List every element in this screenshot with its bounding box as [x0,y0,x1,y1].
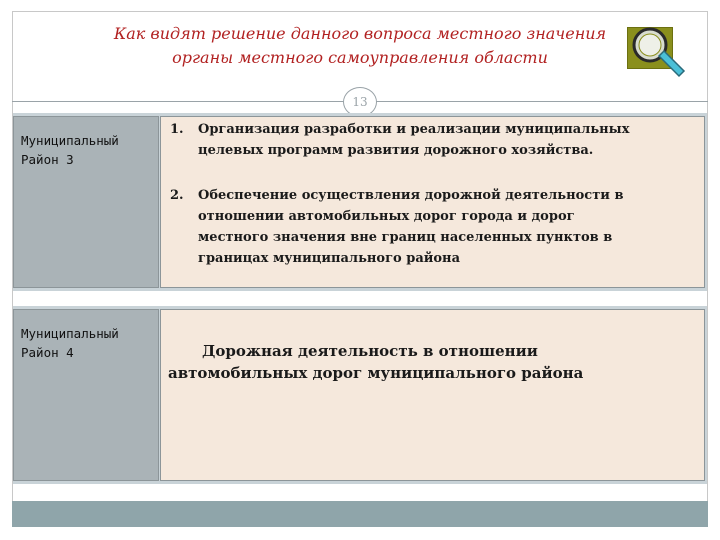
slide-title-line1: Как видят решение данного вопроса местного значения [113,24,607,43]
frame-top-border [12,11,708,12]
item-2-number: 2. [170,188,184,203]
row-2-content [160,309,705,481]
item-1-line1: Организация разработки и реализации муниципальных [198,122,630,137]
row-2-text-line2: автомобильных дорог муниципального района [168,364,584,382]
row-2-label-line2: Район 4 [21,345,74,360]
slide-title [60,22,660,70]
item-1-number: 1. [170,122,184,137]
slide-number: 13 [343,87,377,117]
row-2-label-line1: Муниципальный [21,326,119,341]
row-2-text [168,340,648,384]
item-1-line2: целевых программ развития дорожного хозяйства. [198,143,594,158]
footer-bar [12,501,708,527]
row-2-label [13,309,159,481]
item-2-line1: Обеспечение осуществления дорожной деятельности в [198,188,624,203]
magnifier-icon [627,25,697,85]
row-1-label-line1: Муниципальный [21,133,119,148]
frame-right-border [707,11,708,527]
slide-title-line2: органы местного самоуправления области [172,48,548,67]
row-1-label [13,116,159,288]
item-2-line3: местного значения вне границ населенных пунктов в [198,230,613,245]
row-2-text-line1: Дорожная деятельность в отношении [202,342,538,360]
row-1-label-line2: Район 3 [21,152,74,167]
item-2-line2: отношении автомобильных дорог города и дорог [198,209,575,224]
item-2-line4: границах муниципального района [198,251,460,266]
